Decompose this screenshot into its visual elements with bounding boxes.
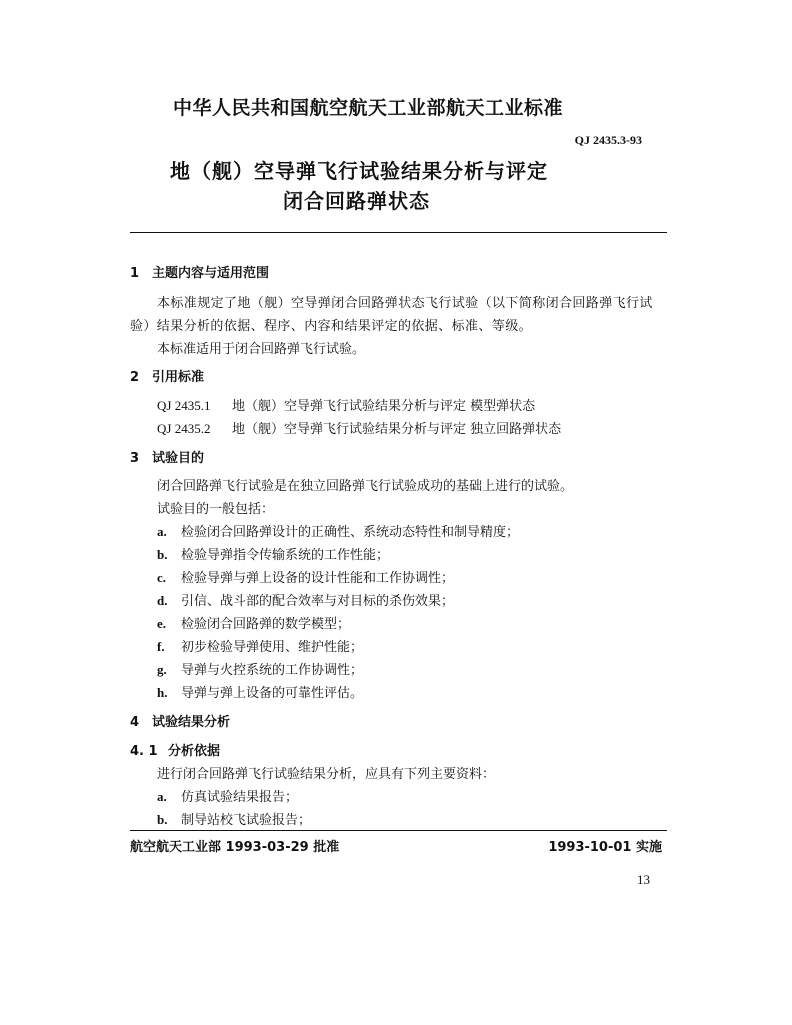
section-1-heading — [130, 262, 269, 281]
section-3-number: 3 — [130, 451, 140, 466]
list-item-text: 制导站校飞试验报告； — [181, 813, 312, 828]
list-item-text: 引信、战斗部的配合效率与对目标的杀伤效果； — [181, 594, 455, 609]
implementation-date: 1993-10-01 实施 — [548, 840, 662, 855]
section-3-heading — [130, 447, 204, 466]
list-item — [157, 521, 519, 540]
list-item — [157, 809, 311, 828]
reference-item — [157, 395, 535, 414]
list-marker: d. — [157, 593, 168, 608]
list-marker: a. — [157, 524, 167, 539]
header-divider — [130, 232, 667, 233]
standard-code: QJ 2435.3-93 — [574, 133, 642, 147]
list-marker: a. — [157, 789, 167, 804]
list-item — [157, 636, 363, 655]
section-4-title: 试验结果分析 — [152, 715, 231, 730]
section-4-number: 4 — [130, 715, 140, 730]
section-1-para1-line1: 本标准规定了地（舰）空导弹闭合回路弹状态飞行试验（以下简称闭合回路弹飞行试 — [157, 296, 653, 311]
reference-title: 地（舰）空导弹飞行试验结果分析与评定 独立回路弹状态 — [232, 422, 562, 437]
document-title-line1: 地（舰）空导弹飞行试验结果分析与评定 — [170, 159, 548, 183]
section-3-title: 试验目的 — [152, 451, 205, 466]
list-item — [157, 682, 363, 701]
subsection-4-1-heading — [130, 740, 220, 759]
list-item-text: 导弹与弹上设备的可靠性评估。 — [181, 686, 364, 701]
list-item-text: 检验闭合回路弹设计的正确性、系统动态特性和制导精度； — [181, 525, 520, 540]
section-1-number: 1 — [130, 266, 140, 281]
approval-date: 航空航天工业部 1993-03-29 批准 — [130, 840, 340, 855]
list-marker: e. — [157, 616, 167, 631]
list-item-text: 检验闭合回路弹的数学模型； — [181, 617, 351, 632]
list-item — [157, 590, 454, 609]
reference-code: QJ 2435.2 — [157, 421, 211, 436]
section-1-para2: 本标准适用于闭合回路弹飞行试验。 — [157, 342, 366, 357]
reference-code: QJ 2435.1 — [157, 398, 211, 413]
list-item — [157, 567, 454, 586]
list-marker: g. — [157, 662, 167, 677]
section-3-para2: 试验目的一般包括： — [157, 502, 275, 517]
list-item-text: 检验导弹与弹上设备的设计性能和工作协调性； — [181, 571, 455, 586]
list-marker: f. — [157, 639, 165, 654]
section-1-para1-line2: 验）结果分析的依据、程序、内容和结果评定的依据、标准、等级。 — [130, 319, 533, 334]
list-item-text: 检验导弹指令传输系统的工作性能； — [181, 548, 390, 563]
subsection-4-1-title: 分析依据 — [168, 744, 221, 759]
list-marker: b. — [157, 547, 168, 562]
reference-item — [157, 418, 561, 437]
list-item — [157, 659, 363, 678]
list-marker: h. — [157, 685, 168, 700]
list-marker: c. — [157, 570, 167, 585]
subsection-4-1-number: 4. 1 — [130, 744, 158, 759]
list-item-text: 初步检验导弹使用、维护性能； — [181, 640, 364, 655]
section-1-title: 主题内容与适用范围 — [152, 266, 270, 281]
list-item-text: 导弹与火控系统的工作协调性； — [181, 663, 364, 678]
section-2-heading — [130, 366, 204, 385]
section-2-title: 引用标准 — [152, 370, 205, 385]
section-3-para1: 闭合回路弹飞行试验是在独立回路弹飞行试验成功的基础上进行的试验。 — [157, 479, 574, 494]
page-number: 13 — [637, 872, 650, 887]
list-item — [157, 613, 350, 632]
list-item — [157, 544, 389, 563]
issuing-organization: 中华人民共和国航空航天工业部航天工业标准 — [173, 97, 564, 119]
section-4-para1: 进行闭合回路弹飞行试验结果分析，应具有下列主要资料： — [157, 767, 496, 782]
footer-divider — [130, 830, 667, 831]
section-2-number: 2 — [130, 370, 140, 385]
section-4-heading — [130, 711, 230, 730]
document-title-line2: 闭合回路弹状态 — [283, 189, 430, 213]
list-item-text: 仿真试验结果报告； — [181, 790, 299, 805]
reference-title: 地（舰）空导弹飞行试验结果分析与评定 模型弹状态 — [232, 399, 536, 414]
list-marker: b. — [157, 812, 168, 827]
list-item — [157, 786, 298, 805]
